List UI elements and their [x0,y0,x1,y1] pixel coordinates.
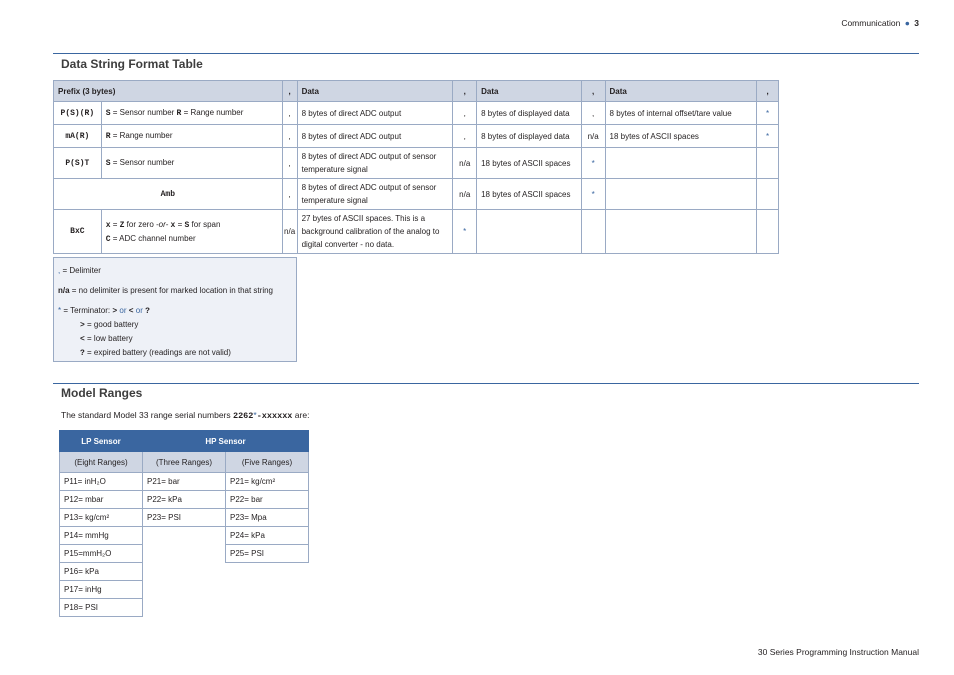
header-data: Data [297,81,453,102]
data-cell: 18 bytes of ASCII spaces [605,125,757,148]
table-row [54,210,779,254]
subheader-three: (Three Ranges) [143,452,226,473]
empty-cell [605,210,757,254]
empty-cell [143,545,226,563]
na-cell: n/a [581,125,605,148]
delim-cell: , [282,148,297,179]
model-ranges-table [59,430,309,617]
table-row [54,102,779,125]
legend-terminator: * = Terminator: > or < or ? [58,306,150,316]
lp-range-cell: P11= inH₂O [60,473,143,491]
data-cell: 8 bytes of displayed data [477,102,582,125]
running-footer: 30 Series Programming Instruction Manual [757,647,919,657]
page-number: 3 [914,18,919,28]
prefix-cell: mA(R) [54,125,102,148]
bullet-icon: ● [904,18,910,28]
lp-range-cell: P16= kPa [60,563,143,581]
empty-cell [605,179,757,210]
lp-range-cell: P13= kg/cm² [60,509,143,527]
header-data: Data [605,81,757,102]
header-data: Data [477,81,582,102]
legend-na: n/a = no delimiter is present for marked location in that string [58,286,273,295]
desc-cell: S = Sensor number [101,148,282,179]
subheader-eight: (Eight Ranges) [60,452,143,473]
hp5-range-cell: P24= kPa [226,527,309,545]
table-row [54,125,779,148]
delim-cell: , [282,102,297,125]
table-row [60,473,309,491]
header-prefix: Prefix (3 bytes) [54,81,283,102]
data-cell: 18 bytes of ASCII spaces [477,148,582,179]
hp3-range-cell: P21= bar [143,473,226,491]
hp5-range-cell: P23= Mpa [226,509,309,527]
subheader-five: (Five Ranges) [226,452,309,473]
legend-delimiter: , = Delimiter [58,266,101,275]
terminator-cell: * [581,148,605,179]
table-row [60,563,309,581]
table-row [54,148,779,179]
ranges-intro: The standard Model 33 range serial numbers 2262*-xxxxxx are: [61,410,310,421]
table-row [54,179,779,210]
delim-cell: , [581,102,605,125]
terminator-cell: * [757,125,779,148]
empty-cell [757,210,779,254]
lp-range-cell: P17= inHg [60,581,143,599]
section-rule [53,53,919,54]
header-delim: , [453,81,477,102]
data-cell: 18 bytes of ASCII spaces [477,179,582,210]
empty-cell [143,581,226,599]
table-row [60,545,309,563]
empty-cell [581,210,605,254]
data-cell: 8 bytes of displayed data [477,125,582,148]
empty-cell [143,563,226,581]
empty-cell [143,527,226,545]
legend-box [53,257,297,362]
hp5-range-cell: P21= kg/cm² [226,473,309,491]
delim-cell: , [453,125,477,148]
hp5-range-cell: P25= PSI [226,545,309,563]
hp5-range-cell: P22= bar [226,491,309,509]
empty-cell [226,599,309,617]
ranges-header-row [60,431,309,452]
lp-range-cell: P18= PSI [60,599,143,617]
empty-cell [757,148,779,179]
na-cell: n/a [453,148,477,179]
header-delim: , [581,81,605,102]
data-cell: 27 bytes of ASCII spaces. This is a background calibration of the analog to digital converter - no data. [297,210,453,254]
lp-range-cell: P14= mmHg [60,527,143,545]
data-cell: 8 bytes of direct ADC output [297,125,453,148]
desc-cell: R = Range number [101,125,282,148]
empty-cell [605,148,757,179]
running-header [841,18,919,28]
empty-cell [143,599,226,617]
terminator-cell: * [453,210,477,254]
hp3-range-cell: P23= PSI [143,509,226,527]
ranges-subheader-row [60,452,309,473]
desc-cell: S = Sensor number R = Range number [101,102,282,125]
na-cell: n/a [453,179,477,210]
legend-expired: ? = expired battery (readings are not valid) [80,348,231,358]
desc-cell: x = Z for zero -or- x = S for span C = ADC channel number [101,210,282,254]
table-row [60,581,309,599]
terminator-cell: * [581,179,605,210]
data-cell: 8 bytes of internal offset/tare value [605,102,757,125]
delim-cell: , [282,179,297,210]
empty-cell [226,581,309,599]
hp3-range-cell: P22= kPa [143,491,226,509]
na-cell: n/a [282,210,297,254]
lp-sensor-header: LP Sensor [60,431,143,452]
legend-low: < = low battery [80,334,133,344]
delim-cell: , [453,102,477,125]
table-row [60,491,309,509]
prefix-cell: BxC [54,210,102,254]
empty-cell [757,179,779,210]
table-header-row [54,81,779,102]
lp-range-cell: P12= mbar [60,491,143,509]
prefix-cell: P(S)T [54,148,102,179]
legend-good: > = good battery [80,320,139,330]
lp-range-cell: P15=mmH₂O [60,545,143,563]
terminator-cell: * [757,102,779,125]
delim-cell: , [282,125,297,148]
hp-sensor-header: HP Sensor [143,431,309,452]
section-rule [53,383,919,384]
header-delim: , [757,81,779,102]
format-section-title: Data String Format Table [61,57,203,71]
table-row [60,599,309,617]
empty-cell [477,210,582,254]
header-section: Communication [841,18,901,28]
ranges-section-title: Model Ranges [61,386,143,400]
data-cell: 8 bytes of direct ADC output [297,102,453,125]
data-cell: 8 bytes of direct ADC output of sensor temperature signal [297,148,453,179]
table-row [60,509,309,527]
prefix-cell: Amb [54,179,283,210]
prefix-cell: P(S)(R) [54,102,102,125]
table-row [60,527,309,545]
data-cell: 8 bytes of direct ADC output of sensor temperature signal [297,179,453,210]
empty-cell [226,563,309,581]
data-string-format-table [53,80,779,254]
header-delim: , [282,81,297,102]
